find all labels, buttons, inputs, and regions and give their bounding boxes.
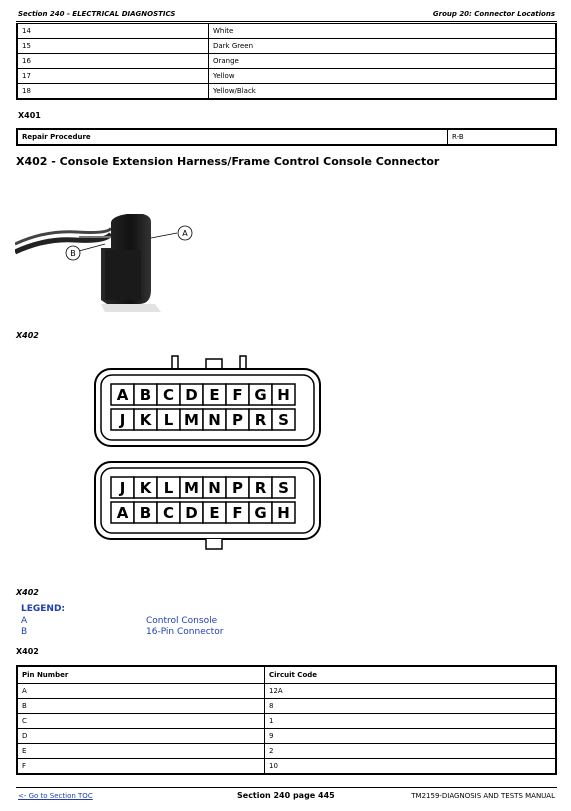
pin-letter: F (232, 386, 243, 404)
connector-key (240, 356, 246, 369)
pin-letter: J (119, 479, 126, 497)
pin-letter: P (232, 479, 243, 497)
repair-table (16, 128, 557, 146)
pin-letter: R (254, 411, 267, 429)
pin-letter: A (116, 504, 129, 522)
pin-letter: N (208, 411, 221, 429)
column-header-circuit: Circuit Code (265, 666, 557, 684)
connector-key (206, 539, 222, 549)
pin-letter: K (139, 479, 152, 497)
connector-pinout-diagram (88, 352, 328, 560)
pin-letter: M (184, 479, 199, 497)
pin-letter: B (139, 504, 152, 522)
table-row (17, 129, 556, 145)
pin-letter: L (163, 479, 174, 497)
color-cell: Yellow (209, 69, 557, 84)
callout-line-a (151, 233, 177, 238)
pin-letter: S (278, 479, 289, 497)
circuit-cell: 1 (265, 714, 557, 729)
pin-letter: L (163, 411, 174, 429)
table-row (17, 744, 556, 759)
footer-rule (16, 787, 557, 788)
pin-cell: D (17, 729, 265, 744)
pin-cell: 15 (17, 39, 209, 54)
pin-cell: 18 (17, 84, 209, 100)
pin-cell: 17 (17, 69, 209, 84)
table-row (17, 69, 556, 84)
pin-letter: D (185, 386, 198, 404)
pin-letter: G (254, 386, 267, 404)
color-cell: Dark Green (209, 39, 557, 54)
header-group: Group 20: Connector Locations (432, 10, 555, 18)
pin-cell: C (17, 714, 265, 729)
header-section: Section 240 - ELECTRICAL DIAGNOSTICS (18, 10, 176, 18)
pin-letter: H (277, 386, 290, 404)
table-caption: X402 (16, 647, 39, 656)
pin-letter: C (162, 386, 175, 404)
x401-label: X401 (18, 111, 41, 120)
table-row (17, 684, 556, 699)
figure-caption-2: X402 (16, 588, 39, 597)
pin-cell: A (17, 684, 265, 699)
circuit-cell: 10 (265, 759, 557, 775)
pin-cell: B (17, 699, 265, 714)
connector-key (206, 359, 222, 369)
pin-letter: E (209, 504, 220, 522)
repair-label: Repair Procedure (17, 129, 448, 145)
connector-shadow (101, 304, 161, 312)
pin-letter: C (162, 504, 175, 522)
table-row (17, 39, 556, 54)
figure-caption-1: X402 (16, 331, 39, 340)
pin-cell: 14 (17, 24, 209, 39)
legend-key-a: A (21, 616, 28, 626)
pin-letter: D (185, 504, 198, 522)
footer-manual: TM2159-DIAGNOSIS AND TESTS MANUAL (411, 792, 555, 800)
circuit-cell: 2 (265, 744, 557, 759)
header-rule (16, 21, 557, 22)
table-row (17, 24, 556, 39)
pin-letter: J (119, 411, 126, 429)
pin-cell: F (17, 759, 265, 775)
legend-value-a: Control Console (146, 616, 218, 626)
pin-letter: N (208, 479, 221, 497)
pin-cell: E (17, 744, 265, 759)
color-cell: Orange (209, 54, 557, 69)
pin-letter: R (254, 479, 267, 497)
callout-b-text: B (70, 249, 76, 258)
table-row (17, 54, 556, 69)
pin-circuit-table (16, 665, 557, 775)
wire-color-table (16, 23, 557, 100)
connector-face (105, 250, 141, 300)
callout-a-text: A (182, 229, 188, 238)
pin-letter: M (184, 411, 199, 429)
legend-value-b: 16-Pin Connector (146, 627, 224, 637)
table-row (17, 699, 556, 714)
pin-cell: 16 (17, 54, 209, 69)
connector-photo (15, 200, 215, 325)
pin-letter: H (277, 504, 290, 522)
pin-letter: G (254, 504, 267, 522)
pin-letter: A (116, 386, 129, 404)
pin-letter: S (278, 411, 289, 429)
circuit-cell: 9 (265, 729, 557, 744)
pin-letter: B (139, 386, 152, 404)
pin-letter: E (209, 386, 220, 404)
section-toc-link[interactable]: <- Go to Section TOC (18, 792, 93, 800)
color-cell: White (209, 24, 557, 39)
table-row (17, 729, 556, 744)
pin-letter: P (232, 411, 243, 429)
legend-key-b: B (21, 627, 28, 637)
legend-title: LEGEND: (21, 604, 66, 614)
circuit-cell: 8 (265, 699, 557, 714)
connector-key (172, 356, 178, 369)
pin-letter: K (139, 411, 152, 429)
section-title: X402 - Console Extension Harness/Frame Control Console Connector (16, 155, 440, 168)
footer-page: Section 240 page 445 (237, 791, 335, 800)
column-header-pin: Pin Number (17, 666, 265, 684)
table-row (17, 759, 556, 775)
table-header-row (17, 666, 556, 684)
circuit-cell: 12A (265, 684, 557, 699)
table-row (17, 714, 556, 729)
table-row (17, 84, 556, 100)
pin-letter: F (232, 504, 243, 522)
color-cell: Yellow/Black (209, 84, 557, 100)
repair-value: R-B (448, 129, 557, 145)
